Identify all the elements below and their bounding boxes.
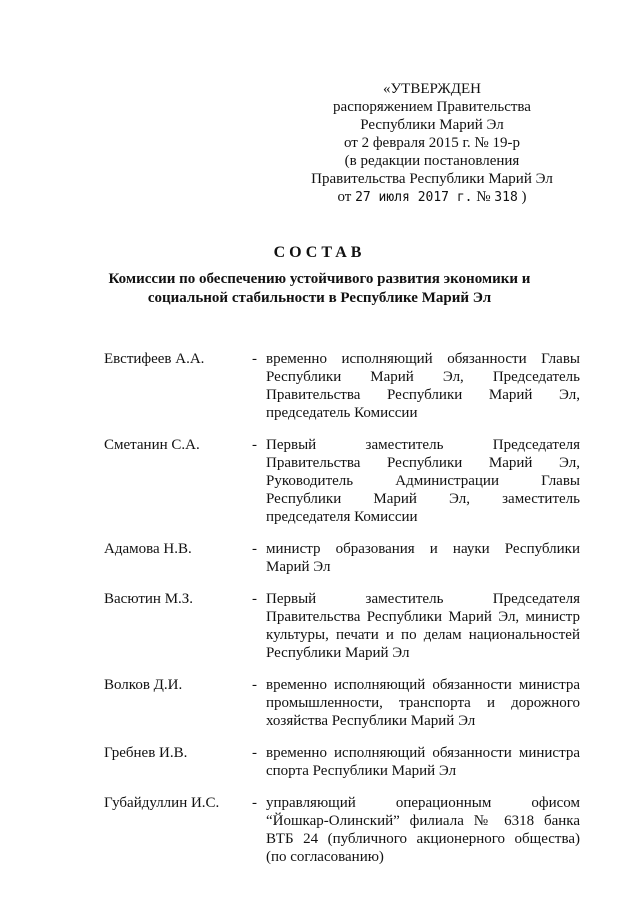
- approval-line: Республики Марий Эл: [360, 117, 504, 133]
- member-position: [266, 436, 580, 526]
- position-line: временно исполняющий обязанности министра: [266, 677, 580, 693]
- member-name: Сметанин С.А.: [104, 437, 200, 453]
- member-row: [104, 744, 580, 780]
- position-line: Правительства Республики Марий Эл, министр: [266, 609, 580, 625]
- approval-line: (в редакции постановления: [344, 153, 520, 169]
- approval-amendment-date-line: [300, 188, 564, 207]
- member-position: [266, 744, 580, 780]
- handwritten-date: 27 июля 2017 г.: [355, 190, 473, 205]
- member-row: [104, 590, 580, 662]
- approval-closing-paren: ): [521, 189, 527, 205]
- member-dash: -: [252, 591, 257, 607]
- member-position: [266, 540, 580, 576]
- position-line: Руководитель Администрации Главы: [266, 473, 580, 489]
- position-line: Марий Эл: [266, 559, 331, 575]
- member-position: [266, 794, 580, 866]
- member-dash: -: [252, 541, 257, 557]
- member-name: Адамова Н.В.: [104, 541, 192, 557]
- position-line: председатель Комиссии: [266, 405, 418, 421]
- subtitle-line: Комиссии по обеспечению устойчивого развития экономики и: [108, 271, 531, 287]
- position-line: временно исполняющий обязанности Главы: [266, 351, 580, 367]
- approval-number-label: №: [476, 189, 491, 205]
- member-dash: -: [252, 437, 257, 453]
- position-line: Правительства Республики Марий Эл,: [266, 455, 580, 471]
- approval-line: распоряжением Правительства: [333, 99, 531, 115]
- position-line: министр образования и науки Республики: [266, 541, 580, 557]
- position-line: Республики Марий Эл, заместитель: [266, 491, 580, 507]
- position-line: культуры, печати и по делам национальностей: [266, 627, 580, 643]
- approval-stamp-block: [300, 80, 564, 207]
- member-position: [266, 676, 580, 730]
- position-line: Первый заместитель Председателя: [266, 437, 580, 453]
- position-line: спорта Республики Марий Эл: [266, 763, 457, 779]
- member-dash: -: [252, 745, 257, 761]
- member-dash: -: [252, 677, 257, 693]
- document-title: СОСТАВ: [273, 244, 366, 261]
- member-name: Волков Д.И.: [104, 677, 183, 693]
- approval-line: Правительства Республики Марий Эл: [311, 171, 553, 187]
- member-row: [104, 794, 580, 866]
- position-line: промышленности, транспорта и дорожного: [266, 695, 580, 711]
- position-line: председателя Комиссии: [266, 509, 418, 525]
- position-line: временно исполняющий обязанности министра: [266, 745, 580, 761]
- member-dash: -: [252, 795, 257, 811]
- member-row: [104, 350, 580, 422]
- member-name: Васютин М.З.: [104, 591, 194, 607]
- member-position: [266, 590, 580, 662]
- position-line: управляющий операционным офисом: [266, 795, 580, 811]
- member-name: Губайдуллин И.С.: [104, 795, 220, 811]
- approval-line: «УТВЕРЖДЕН: [383, 81, 481, 97]
- position-line: Республики Марий Эл, Председатель: [266, 369, 580, 385]
- position-line: ВТБ 24 (публичного акционерного общества): [266, 831, 580, 847]
- position-line: “Йошкар-Олинский” филиала № 6318 банка: [266, 813, 580, 829]
- position-line: (по согласованию): [266, 849, 384, 865]
- position-line: Первый заместитель Председателя: [266, 591, 580, 607]
- approval-line: от 2 февраля 2015 г. № 19-р: [343, 135, 520, 151]
- member-dash: -: [252, 351, 257, 367]
- members-list: [104, 350, 580, 880]
- approval-date-prefix: от: [337, 189, 352, 205]
- subtitle-line: социальной стабильности в Республике Марий Эл: [147, 290, 492, 306]
- handwritten-number: 318: [494, 190, 518, 205]
- member-row: [104, 676, 580, 730]
- position-line: Правительства Республики Марий Эл,: [266, 387, 580, 403]
- position-line: Республики Марий Эл: [266, 645, 410, 661]
- member-row: [104, 436, 580, 526]
- document-subtitle: [60, 270, 579, 308]
- member-row: [104, 540, 580, 576]
- member-name: Гребнев И.В.: [104, 745, 188, 761]
- position-line: хозяйства Республики Марий Эл: [266, 713, 476, 729]
- member-name: Евстифеев А.А.: [104, 351, 205, 367]
- member-position: [266, 350, 580, 422]
